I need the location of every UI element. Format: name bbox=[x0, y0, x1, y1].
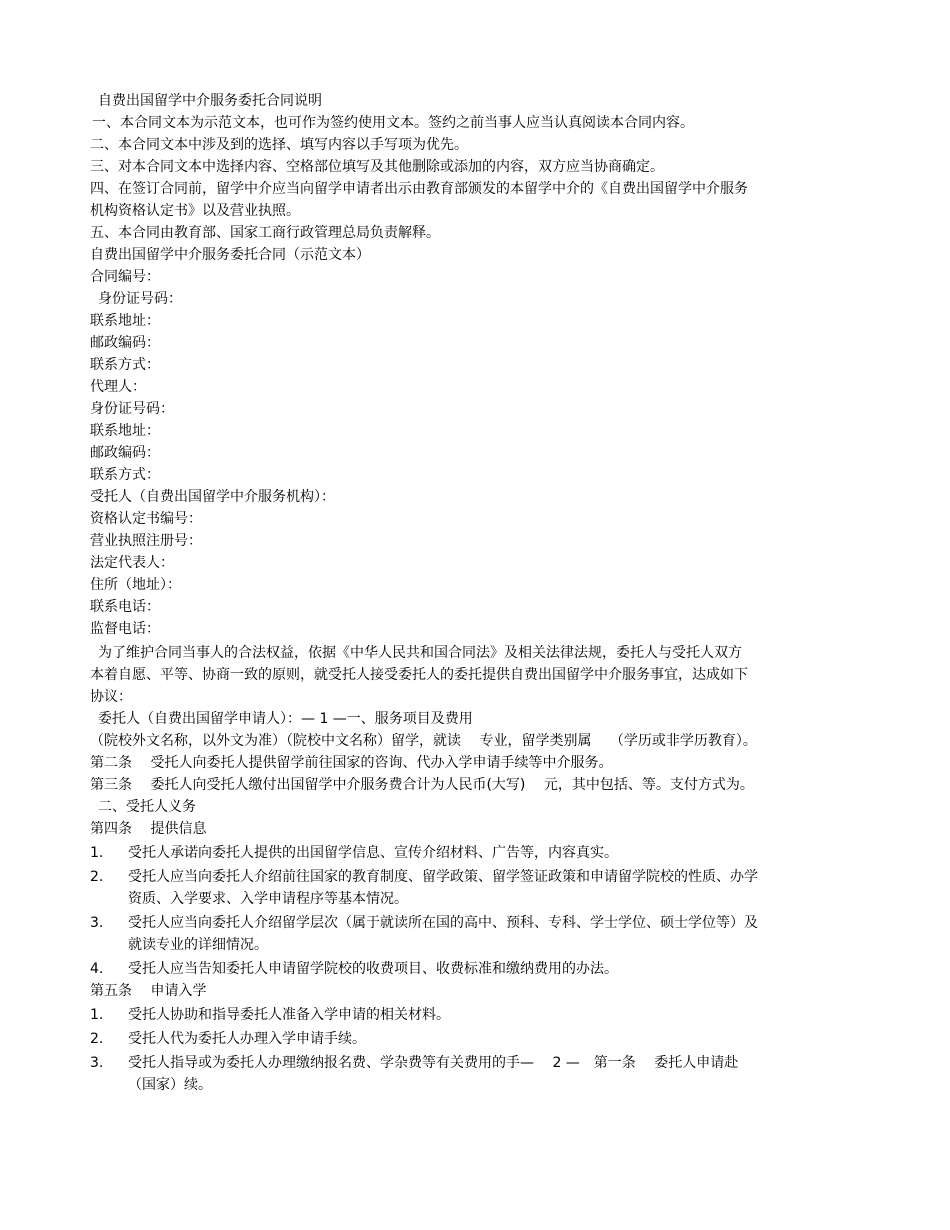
field-contact: 联系方式： bbox=[90, 357, 160, 373]
note-3: 三、对本合同文本中选择内容、空格部位填写及其他删除或添加的内容，双方应当协商确定。 bbox=[90, 159, 664, 175]
school-line: （院校外文名称，以外文为准）（院校中文名称）留学，就读 专业，留学类别属 （学历或非学历教育）。 bbox=[90, 733, 757, 749]
preamble-line-2: 本着自愿、平等、协商一致的原则，就受托人接受委托人的委托提供自费出国留学中介服务事宜，达成如下 bbox=[90, 667, 748, 683]
note-5: 五、本合同由教育部、国家工商行政管理总局负责解释。 bbox=[90, 225, 440, 241]
list-item-continuation: 就读专业的详细情况。 bbox=[128, 937, 268, 953]
field-license-no: 资格认定书编号： bbox=[90, 511, 202, 527]
list-item-continuation: 资质、入学要求、入学申请程序等基本情况。 bbox=[128, 891, 408, 907]
preamble-line-3: 协议： bbox=[90, 689, 132, 705]
list-item-text: 受托人承诺向委托人提供的出国留学信息、宣传介绍材料、广告等，内容真实。 bbox=[128, 845, 618, 861]
note-4-cont: 机构资格认定书》以及营业执照。 bbox=[90, 203, 300, 219]
list-item-number: 2. bbox=[90, 1031, 104, 1047]
list-item-continuation: （国家）续。 bbox=[128, 1077, 212, 1093]
article-5-heading: 第五条 申请入学 bbox=[90, 983, 207, 999]
section-2-heading: 二、受托人义务 bbox=[98, 799, 196, 815]
list-item-text: 受托人协助和指导委托人准备入学申请的相关材料。 bbox=[128, 1007, 450, 1023]
article-4-heading: 第四条 提供信息 bbox=[90, 821, 207, 837]
list-item-text: 受托人应当向委托人介绍前往国家的教育制度、留学政策、留学签证政策和申请留学院校的性质、办学 bbox=[128, 869, 758, 885]
list-item-number: 3. bbox=[90, 915, 104, 931]
field-business-reg-no: 营业执照注册号： bbox=[90, 533, 202, 549]
list-item-text: 受托人应当告知委托人申请留学院校的收费项目、收费标准和缴纳费用的办法。 bbox=[128, 961, 618, 977]
field-address: 联系地址： bbox=[90, 313, 160, 329]
field-agent-address: 联系地址： bbox=[90, 423, 160, 439]
list-item-text: 受托人应当向委托人介绍留学层次（属于就读所在国的高中、预科、专科、学士学位、硕士学位等）及 bbox=[128, 915, 758, 931]
field-phone: 联系电话： bbox=[90, 599, 160, 615]
note-2: 二、本合同文本中涉及到的选择、填写内容以手写项为优先。 bbox=[90, 137, 468, 153]
field-agent-contact: 联系方式： bbox=[90, 467, 160, 483]
field-agent-id-number: 身份证号码： bbox=[90, 401, 174, 417]
doc-title: 自费出国留学中介服务委托合同说明 bbox=[98, 93, 322, 109]
field-contract-no: 合同编号： bbox=[90, 269, 160, 285]
note-4: 四、在签订合同前，留学中介应当向留学申请者出示由教育部颁发的本留学中介的《自费出国留学中介服务 bbox=[90, 181, 748, 197]
article-3: 第三条 委托人向受托人缴付出国留学中介服务费合计为人民币(大写) 元，其中包括、等。支付方式为。 bbox=[90, 777, 754, 793]
list-item-number: 3. bbox=[90, 1055, 104, 1071]
list-item-number: 2. bbox=[90, 869, 104, 885]
field-postcode: 邮政编码： bbox=[90, 335, 160, 351]
article-2: 第二条 受托人向委托人提供留学前往国家的咨询、代办入学申请手续等中介服务。 bbox=[90, 755, 613, 771]
list-item-text: 受托人代为委托人办理入学申请手续。 bbox=[128, 1031, 366, 1047]
list-item-number: 1. bbox=[90, 1007, 104, 1023]
field-id-number: 身份证号码： bbox=[98, 291, 182, 307]
client-line: 委托人（自费出国留学申请人）：— 1 —一、服务项目及费用 bbox=[98, 711, 473, 727]
field-trustee: 受托人（自费出国留学中介服务机构）： bbox=[90, 489, 335, 505]
list-item-text: 受托人指导或为委托人办理缴纳报名费、学杂费等有关费用的手— 2 — 第一条 委托人申请赴 bbox=[128, 1055, 739, 1071]
preamble-line-1: 为了维护合同当事人的合法权益，依据《中华人民共和国合同法》及相关法律法规，委托人与受托人双方 bbox=[98, 645, 742, 661]
list-item-number: 1. bbox=[90, 845, 104, 861]
field-residence: 住所（地址）： bbox=[90, 577, 181, 593]
field-agent-postcode: 邮政编码： bbox=[90, 445, 160, 461]
field-legal-rep: 法定代表人： bbox=[90, 555, 174, 571]
contract-title: 自费出国留学中介服务委托合同（示范文本） bbox=[90, 247, 370, 263]
list-item-number: 4. bbox=[90, 961, 104, 977]
field-agent: 代理人： bbox=[90, 379, 146, 395]
field-supervision-phone: 监督电话： bbox=[90, 621, 160, 637]
note-1: 一、本合同文本为示范文本，也可作为签约使用文本。签约之前当事人应当认真阅读本合同内容。 bbox=[92, 115, 694, 131]
